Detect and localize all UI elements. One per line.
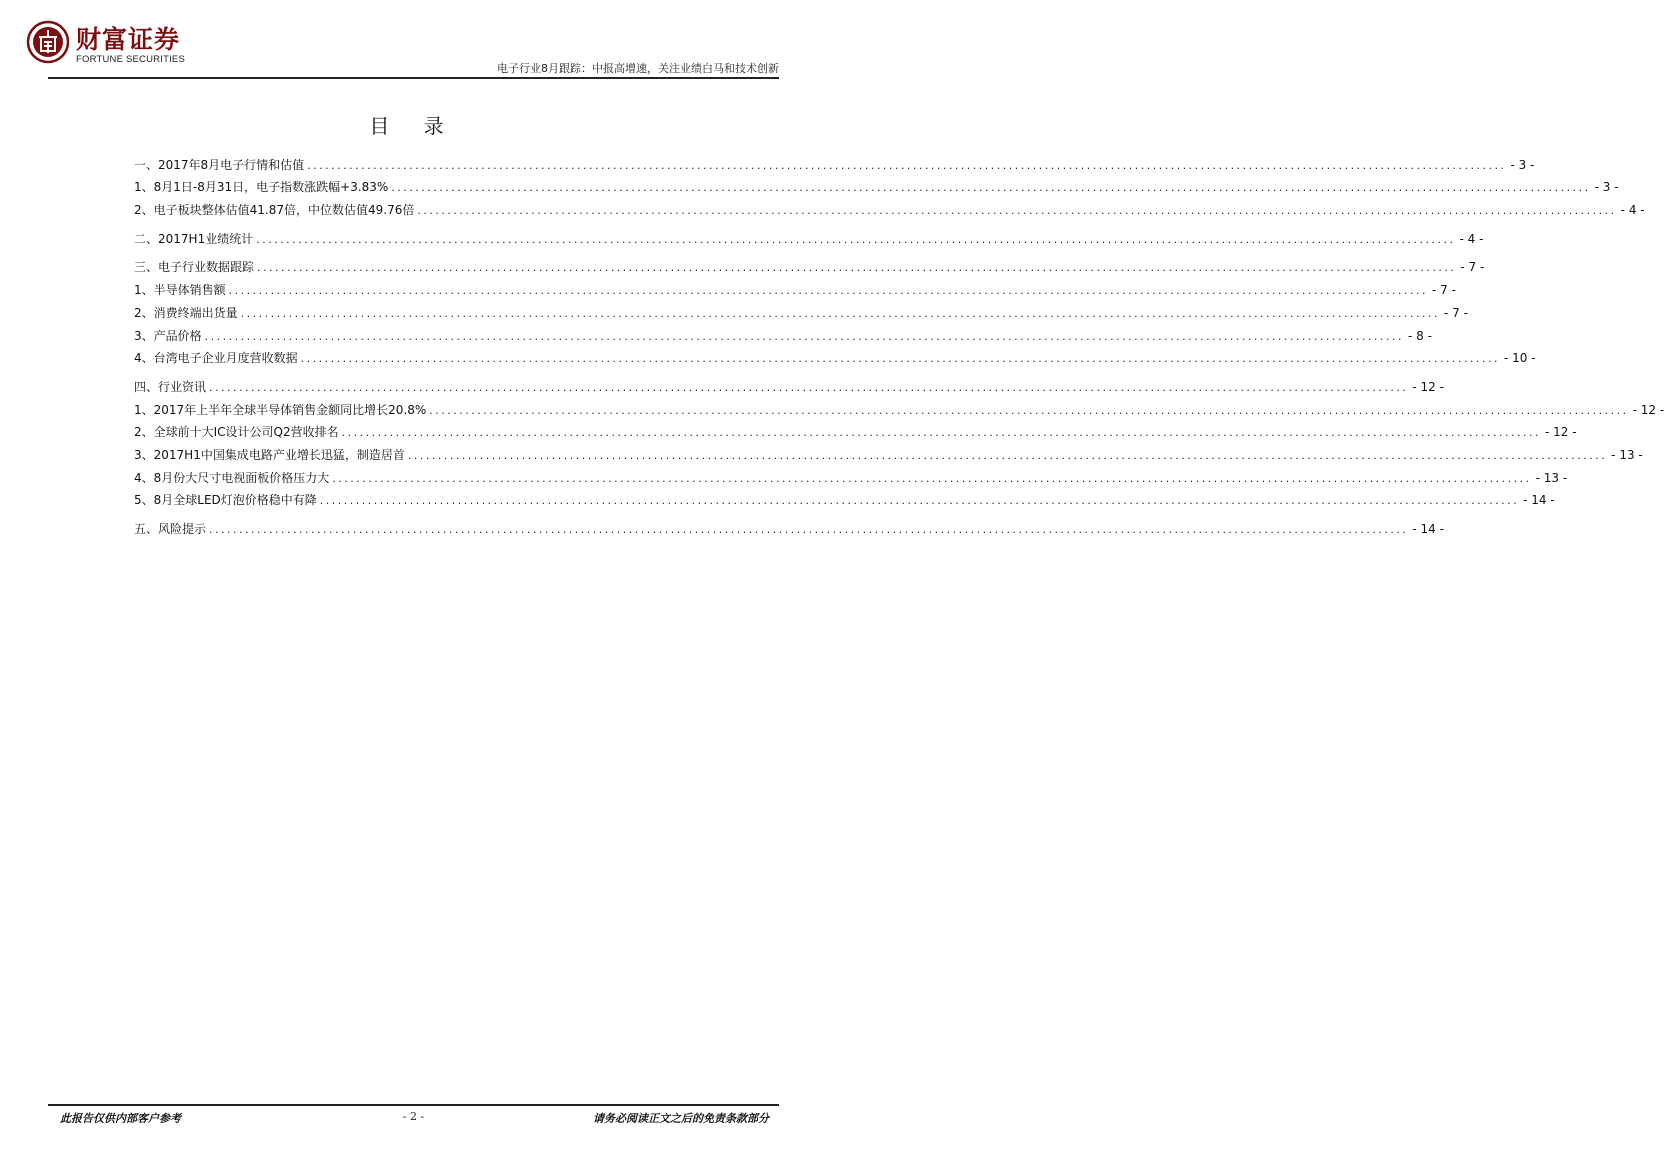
- toc-entry[interactable]: [134, 463, 1568, 486]
- toc-entry-title: 1、半导体销售额: [134, 283, 226, 298]
- toc-entry-page: - 13 -: [1535, 470, 1568, 485]
- toc-entry[interactable]: [134, 150, 1535, 173]
- toc-entry[interactable]: [134, 224, 1484, 247]
- toc-entry-title: 五、风险提示: [134, 522, 207, 536]
- toc-entry-title: 3、产品价格: [134, 328, 202, 343]
- fortune-seal-icon: [26, 20, 70, 64]
- toc-section: [134, 514, 1444, 537]
- toc-entry-page: - 12 -: [1544, 425, 1577, 440]
- toc-entry-page: - 8 -: [1407, 328, 1432, 343]
- toc-dot-leader: ........................................................................................................................................................................................................: [341, 426, 1541, 440]
- toc-entry-title: 1、2017年上半年全球半导体销售金额同比增长20.8%: [134, 402, 427, 417]
- toc-dot-leader: ........................................................................................................................................................................................................: [209, 523, 1409, 536]
- toc-entry[interactable]: [134, 298, 1468, 321]
- toc-entry-page: - 7 -: [1460, 260, 1485, 275]
- toc-dot-leader: ........................................................................................................................................................................................................: [257, 261, 1457, 275]
- toc-dot-leader: ........................................................................................................................................................................................................: [240, 306, 1440, 320]
- toc-entry[interactable]: [134, 321, 1432, 344]
- toc-entry-page: - 4 -: [1459, 231, 1484, 246]
- toc-dot-leader: ........................................................................................................................................................................................................: [407, 448, 1608, 462]
- toc-section: [134, 224, 1484, 247]
- toc-dot-leader: ........................................................................................................................................................................................................: [319, 494, 1520, 508]
- toc-entry-page: - 13 -: [1611, 447, 1643, 462]
- toc-dot-leader: ........................................................................................................................................................................................................: [300, 352, 1500, 366]
- toc-entry-title: 二、2017H1业绩统计: [134, 231, 254, 246]
- toc-entry[interactable]: [134, 372, 1444, 395]
- toc-section: [134, 372, 1664, 508]
- toc-entry-page: - 4 -: [1620, 203, 1645, 218]
- toc-entry-page: - 14 -: [1412, 522, 1444, 536]
- footer-divider: [48, 1104, 779, 1106]
- toc-entry-page: - 3 -: [1510, 157, 1535, 172]
- table-of-contents: [134, 150, 1664, 543]
- toc-entry-title: 1、8月1日-8月31日，电子指数涨跌幅+3.83%: [134, 180, 389, 195]
- footer-disclaimer-right: 请务必阅读正文之后的免责条款部分: [593, 1112, 769, 1125]
- toc-dot-leader: ........................................................................................................................................................................................................: [256, 232, 1456, 246]
- footer-disclaimer-left: 此报告仅供内部客户参考: [60, 1112, 181, 1125]
- toc-dot-leader: ........................................................................................................................................................................................................: [332, 471, 1532, 485]
- toc-section: [134, 150, 1645, 218]
- toc-entry-title: 四、行业资讯: [134, 379, 207, 394]
- header-divider: [48, 77, 779, 79]
- toc-dot-leader: ........................................................................................................................................................................................................: [209, 380, 1409, 394]
- toc-entry-title: 5、8月全球LED灯泡价格稳中有降: [134, 493, 317, 508]
- toc-entry-title: 3、2017H1中国集成电路产业增长迅猛，制造居首: [134, 447, 405, 462]
- toc-entry[interactable]: [134, 195, 1645, 218]
- toc-dot-leader: ........................................................................................................................................................................................................: [429, 403, 1629, 417]
- toc-entry[interactable]: [134, 440, 1643, 463]
- toc-dot-leader: ........................................................................................................................................................................................................: [417, 204, 1617, 218]
- toc-entry-title: 4、台湾电子企业月度营收数据: [134, 351, 298, 366]
- toc-entry-page: - 7 -: [1431, 283, 1456, 298]
- toc-entry-page: - 10 -: [1503, 351, 1536, 366]
- toc-title: 目 录: [369, 114, 458, 138]
- toc-entry-title: 4、8月份大尺寸电视面板价格压力大: [134, 470, 330, 485]
- company-logo: [26, 20, 206, 70]
- toc-dot-leader: ........................................................................................................................................................................................................: [228, 284, 1428, 298]
- toc-entry[interactable]: [134, 514, 1444, 537]
- toc-entry-title: 2、消费终端出货量: [134, 305, 238, 320]
- footer-page-number: - 2 -: [402, 1110, 425, 1123]
- toc-entry[interactable]: [134, 173, 1619, 196]
- toc-entry[interactable]: [134, 253, 1485, 276]
- toc-dot-leader: ........................................................................................................................................................................................................: [307, 158, 1507, 172]
- toc-entry-title: 2、电子板块整体估值41.87倍，中位数估值49.76倍: [134, 203, 415, 218]
- toc-dot-leader: ........................................................................................................................................................................................................: [391, 181, 1591, 195]
- toc-section: [134, 253, 1536, 366]
- report-header-title: 电子行业8月跟踪：中报高增速，关注业绩白马和技术创新: [497, 62, 779, 75]
- toc-dot-leader: ........................................................................................................................................................................................................: [204, 329, 1404, 343]
- toc-entry-title: 三、电子行业数据跟踪: [134, 260, 255, 275]
- toc-entry[interactable]: [134, 344, 1536, 367]
- toc-entry[interactable]: [134, 395, 1664, 418]
- toc-entry-page: - 7 -: [1443, 305, 1468, 320]
- toc-entry[interactable]: [134, 486, 1555, 509]
- toc-entry-title: 一、2017年8月电子行情和估值: [134, 157, 305, 172]
- toc-entry-page: - 12 -: [1412, 379, 1444, 394]
- toc-entry[interactable]: [134, 275, 1456, 298]
- toc-entry-page: - 14 -: [1523, 493, 1555, 508]
- toc-entry[interactable]: [134, 418, 1577, 441]
- logo-english-name: FORTUNE SECURITIES: [76, 54, 185, 65]
- logo-chinese-name: 财富证券: [76, 25, 181, 54]
- toc-entry-page: - 3 -: [1594, 180, 1619, 195]
- toc-entry-title: 2、全球前十大IC设计公司Q2营收排名: [134, 425, 339, 440]
- toc-entry-page: - 12 -: [1632, 402, 1664, 417]
